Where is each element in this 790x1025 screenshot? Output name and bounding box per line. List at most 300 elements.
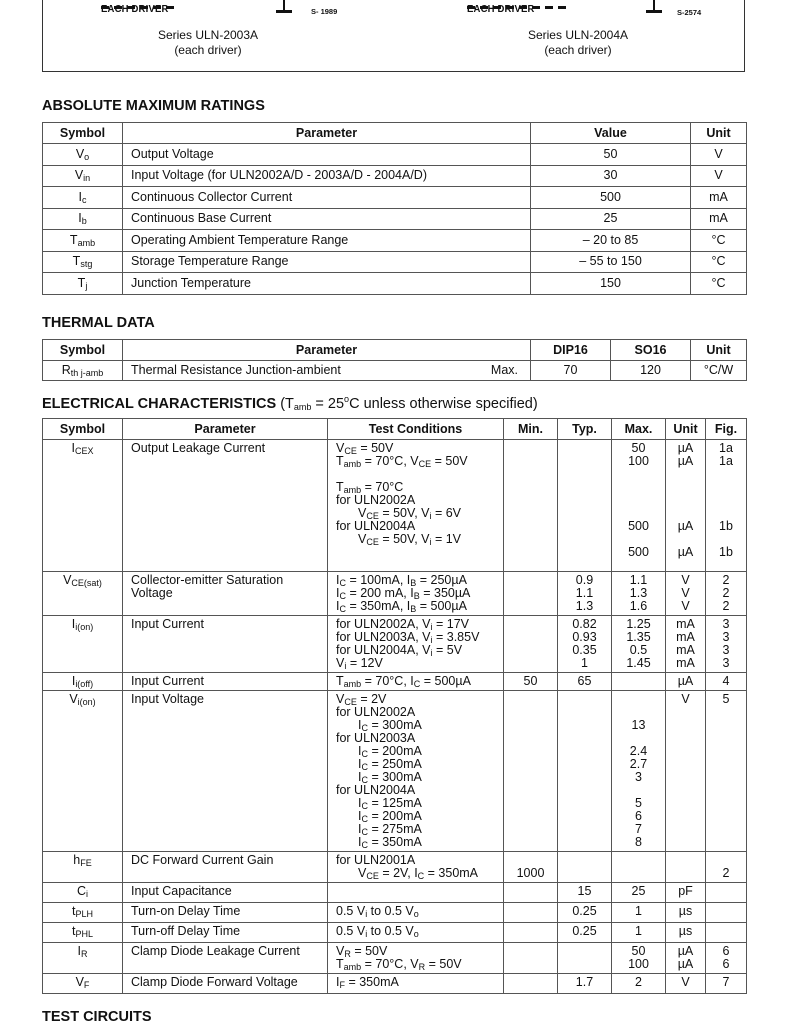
condition xyxy=(336,958,499,971)
s: o xyxy=(413,909,419,919)
s: i xyxy=(430,622,433,632)
s: C xyxy=(417,871,425,881)
v: 0.93 xyxy=(572,630,597,644)
parameter-cell xyxy=(123,572,328,616)
symbol: I xyxy=(71,617,76,631)
v: 6 xyxy=(635,809,642,823)
s: C xyxy=(339,604,346,614)
symbol: I xyxy=(78,189,82,204)
s: amb xyxy=(343,459,362,469)
s: i xyxy=(429,511,432,521)
parameter-cell: Junction Temperature xyxy=(123,273,531,295)
t: V xyxy=(336,656,345,670)
symbol: t xyxy=(72,904,76,918)
symbol-sub: F xyxy=(83,980,90,990)
t: = 2V, I xyxy=(378,866,418,880)
electrical-conditions xyxy=(280,396,537,412)
v: µA xyxy=(677,454,694,468)
parameter-cell xyxy=(123,361,531,381)
v: 1b xyxy=(719,519,733,533)
t: = 5V xyxy=(432,643,463,657)
parameter-cell: Continuous Collector Current xyxy=(123,187,531,209)
each-driver-label-left: EACH DRIVER xyxy=(101,4,169,15)
symbol: V xyxy=(63,573,72,587)
col-header: Unit xyxy=(691,123,747,144)
unit-cell: µs xyxy=(666,903,706,923)
col-header: Max. xyxy=(612,419,666,440)
symbol: T xyxy=(72,254,81,269)
v: 1.45 xyxy=(626,656,651,670)
test-circuits-title: TEST CIRCUITS xyxy=(42,1009,152,1025)
fig-cell: 5 xyxy=(706,691,747,852)
v: µA xyxy=(677,441,694,455)
s: B xyxy=(410,578,417,588)
v: 2.7 xyxy=(629,757,648,771)
typ-cell xyxy=(558,440,612,572)
parameter-cell: Clamp Diode Forward Voltage xyxy=(123,974,328,994)
v: 100 xyxy=(628,957,649,971)
conditions-cell xyxy=(328,943,504,974)
symbol: I xyxy=(77,944,81,958)
v: 2 xyxy=(722,866,730,880)
v: 13 xyxy=(631,718,646,732)
symbol: C xyxy=(76,884,87,898)
symbol-cell xyxy=(43,943,123,974)
condition: $I_C = 200mA$ xyxy=(358,809,422,824)
v: 5 xyxy=(635,796,642,810)
abs-max-table xyxy=(42,122,747,295)
parameter-cell: Operating Ambient Temperature Range xyxy=(123,230,531,252)
table-row xyxy=(43,361,747,381)
symbol-cell xyxy=(43,230,123,252)
s: CE xyxy=(366,537,379,547)
p: Collector-emitter Saturation xyxy=(131,573,284,587)
spacer xyxy=(616,468,661,481)
max-cell xyxy=(612,691,666,852)
v: 8 xyxy=(635,835,642,849)
v: 1.1 xyxy=(575,586,594,600)
table-row xyxy=(43,903,747,923)
caption-right-title: Series ULN-2004A xyxy=(527,28,629,42)
col-header: Typ. xyxy=(558,419,612,440)
condition xyxy=(336,600,499,613)
symbol-sub: in xyxy=(83,173,91,184)
condition: $I_C = 125mA$ xyxy=(358,796,422,811)
v: 0.35 xyxy=(572,643,597,657)
table-header-row xyxy=(43,340,747,361)
t: = 125mA xyxy=(367,796,422,810)
parameter-cell: Clamp Diode Leakage Current xyxy=(123,943,328,974)
t: = 300mA xyxy=(367,770,422,784)
t: = 100mA, I xyxy=(345,573,411,587)
symbol-sub: b xyxy=(81,216,87,227)
fig-cell xyxy=(706,852,747,883)
v: 3 xyxy=(722,643,730,657)
thermal-table xyxy=(42,339,747,381)
t: = 70°C, V xyxy=(361,454,419,468)
col-header: Unit xyxy=(691,340,747,361)
table-row xyxy=(43,974,747,994)
unit-cell: °C xyxy=(691,251,747,273)
unit-cell: °C xyxy=(691,230,747,252)
symbol-sub: PLH xyxy=(75,909,93,919)
unit-cell: µs xyxy=(666,923,706,943)
v: V xyxy=(681,586,690,600)
s: B xyxy=(410,604,417,614)
s: o xyxy=(413,929,419,939)
t: = 500µA xyxy=(416,599,467,613)
conditions-cell xyxy=(328,903,504,923)
parameter-cell: Turn-off Delay Time xyxy=(123,923,328,943)
t: = 350mA, I xyxy=(345,599,411,613)
t: to 0.5 V xyxy=(367,904,414,918)
cond-part: = 25 xyxy=(311,395,345,412)
schematic-fragment-right xyxy=(467,0,571,2)
fig-cell xyxy=(706,903,747,923)
symbol-cell xyxy=(43,923,123,943)
symbol-cell xyxy=(43,903,123,923)
table-row xyxy=(43,883,747,903)
parameter-cell: Input Capacitance xyxy=(123,883,328,903)
fig-cell: 4 xyxy=(706,673,747,691)
symbol-cell xyxy=(43,144,123,166)
spacer xyxy=(616,494,661,507)
table-row xyxy=(43,572,747,616)
parameter-cell: Input Voltage xyxy=(123,691,328,852)
p: Voltage xyxy=(131,586,173,600)
fig-cell xyxy=(706,572,747,616)
electrical-table xyxy=(42,418,747,994)
v: 1b xyxy=(719,545,733,559)
symbol-cell xyxy=(43,974,123,994)
v: 0.82 xyxy=(572,617,597,631)
parameter-text: Thermal Resistance Junction-ambient xyxy=(131,363,341,377)
t: = 50V xyxy=(350,944,388,958)
cond-sub: amb xyxy=(293,401,312,412)
typ-cell: 0.25 xyxy=(558,903,612,923)
v: mA xyxy=(676,630,695,644)
symbol-cell xyxy=(43,273,123,295)
value-cell: 50 xyxy=(531,144,691,166)
caption-left xyxy=(123,28,293,58)
parameter-cell: Input Voltage (for ULN2002A/D - 2003A/D - 2004A/D) xyxy=(123,165,531,187)
symbol: V xyxy=(74,168,84,183)
electrical-title-text: ELECTRICAL CHARACTERISTICS xyxy=(42,395,277,412)
table-row xyxy=(43,165,747,187)
col-header: Symbol xyxy=(43,340,123,361)
unit-cell xyxy=(666,440,706,572)
min-cell xyxy=(504,852,558,883)
t: I xyxy=(336,599,340,613)
t: = 200mA xyxy=(367,809,422,823)
electrical-title xyxy=(42,394,538,412)
condition: $I_C = 300mA$ xyxy=(358,718,422,733)
v: 2 xyxy=(722,573,730,587)
unit-cell: V xyxy=(691,165,747,187)
col-header: Min. xyxy=(504,419,558,440)
max-cell: 1 xyxy=(612,923,666,943)
condition: $I_C = 300mA$ xyxy=(358,770,422,785)
s: B xyxy=(413,591,420,601)
ground-symbol-left xyxy=(283,0,285,10)
condition xyxy=(336,533,499,546)
parameter-cell: Continuous Base Current xyxy=(123,208,531,230)
table-row xyxy=(43,440,747,572)
symbol-sub: th j-amb xyxy=(70,368,104,378)
t: V xyxy=(336,944,345,958)
parameter-cell: Output Voltage xyxy=(123,144,531,166)
min-cell xyxy=(504,883,558,903)
col-header: Parameter xyxy=(123,123,531,144)
v: 1a xyxy=(719,441,733,455)
conditions-cell xyxy=(328,616,504,673)
condition xyxy=(336,455,499,468)
spacer xyxy=(710,468,742,481)
s: i xyxy=(365,929,368,939)
t: = 50V xyxy=(356,441,394,455)
v: µA xyxy=(677,957,694,971)
symbol-sub: i(off) xyxy=(75,679,94,689)
min-cell xyxy=(504,572,558,616)
table-row xyxy=(43,251,747,273)
symbol: V xyxy=(69,692,78,706)
symbol-sub: R xyxy=(80,949,88,959)
t: for ULN2002A, V xyxy=(336,617,431,631)
unit-cell xyxy=(666,616,706,673)
symbol: R xyxy=(61,363,71,377)
v: 1.6 xyxy=(629,599,648,613)
unit-cell: V xyxy=(666,691,706,852)
symbol-cell xyxy=(43,165,123,187)
table-row xyxy=(43,923,747,943)
v: 1.35 xyxy=(626,630,651,644)
s: i xyxy=(429,537,432,547)
v: 3 xyxy=(722,617,730,631)
t: = 250mA xyxy=(367,757,422,771)
symbol-sub: j xyxy=(85,280,88,291)
value-cell: 25 xyxy=(531,208,691,230)
v: 1.3 xyxy=(575,599,594,613)
table-row xyxy=(43,208,747,230)
schematic-figure xyxy=(42,0,745,72)
so16-cell: 120 xyxy=(611,361,691,381)
col-header: Unit xyxy=(666,419,706,440)
symbol-sub: stg xyxy=(80,259,93,270)
t: V xyxy=(336,441,345,455)
s: C xyxy=(413,679,421,689)
s: R xyxy=(344,949,351,959)
col-header: Symbol xyxy=(43,123,123,144)
symbol: V xyxy=(75,146,85,161)
v: 2.4 xyxy=(629,744,648,758)
spacer xyxy=(670,481,701,494)
symbol: T xyxy=(77,275,86,290)
t: = 500µA xyxy=(420,674,471,688)
condition-group: for ULN2004A xyxy=(336,783,416,797)
t: T xyxy=(336,480,344,494)
table-row xyxy=(43,673,747,691)
s: CE xyxy=(366,511,379,521)
max-cell xyxy=(612,440,666,572)
schematic-ref-left: S- 1989 xyxy=(311,7,338,16)
spacer xyxy=(670,468,701,481)
t: T xyxy=(336,674,344,688)
t: = 200 mA, I xyxy=(345,586,414,600)
symbol-cell xyxy=(43,187,123,209)
t: = 50V, V xyxy=(378,506,430,520)
s: CE xyxy=(366,871,379,881)
caption-right xyxy=(493,28,663,58)
v: µA xyxy=(677,944,694,958)
symbol: V xyxy=(75,975,84,989)
v: 50 xyxy=(631,944,646,958)
col-header: Parameter xyxy=(123,419,328,440)
col-header: DIP16 xyxy=(531,340,611,361)
s: amb xyxy=(343,485,362,495)
col-header: Parameter xyxy=(123,340,531,361)
condition-group: for ULN2002A xyxy=(336,705,416,719)
t: = 50V xyxy=(425,957,462,971)
v: 1a xyxy=(719,454,733,468)
table-header-row xyxy=(43,123,747,144)
spacer xyxy=(710,494,742,507)
t: T xyxy=(336,957,344,971)
conditions-cell xyxy=(328,974,504,994)
conditions-cell xyxy=(328,883,504,903)
ground-bar-right xyxy=(646,10,662,13)
table-row xyxy=(43,943,747,974)
t: = 2V xyxy=(356,692,387,706)
thermal-title: THERMAL DATA xyxy=(42,315,155,331)
conditions-cell xyxy=(328,923,504,943)
min-cell xyxy=(504,903,558,923)
typ-cell: 1.7 xyxy=(558,974,612,994)
condition: for ULN2004A xyxy=(336,519,416,533)
v: 100 xyxy=(628,454,649,468)
symbol-sub: amb xyxy=(77,237,96,248)
v: mA xyxy=(676,656,695,670)
cond-sup: o xyxy=(344,394,350,404)
unit-cell: mA xyxy=(691,187,747,209)
col-header: SO16 xyxy=(611,340,691,361)
fig-cell xyxy=(706,440,747,572)
s: CE xyxy=(344,446,357,456)
min-cell xyxy=(504,974,558,994)
v: 6 xyxy=(722,957,730,971)
typ-cell xyxy=(558,572,612,616)
caption-right-subtitle: (each driver) xyxy=(544,43,612,57)
v: 3 xyxy=(635,770,642,784)
table-row xyxy=(43,144,747,166)
spacer xyxy=(616,693,661,706)
s: i xyxy=(430,648,433,658)
v: 1000 xyxy=(516,866,545,880)
typ-cell: 15 xyxy=(558,883,612,903)
v: 2 xyxy=(722,599,730,613)
t: = 350mA xyxy=(344,975,399,989)
symbol-cell xyxy=(43,883,123,903)
typ-cell xyxy=(558,852,612,883)
symbol: I xyxy=(78,211,82,226)
v: 1.25 xyxy=(626,617,651,631)
typ-cell xyxy=(558,943,612,974)
t: for ULN2004A, V xyxy=(336,643,431,657)
t: = 70°C, I xyxy=(361,674,414,688)
v: 500 xyxy=(628,545,649,559)
min-cell xyxy=(504,923,558,943)
unit-cell xyxy=(666,852,706,883)
t: I xyxy=(336,573,340,587)
symbol-cell xyxy=(43,251,123,273)
parameter-cell: Output Leakage Current xyxy=(123,440,328,572)
max-cell xyxy=(612,616,666,673)
fig-cell xyxy=(706,883,747,903)
v: 1.1 xyxy=(629,573,648,587)
parameter-cell: Input Current xyxy=(123,616,328,673)
t: V xyxy=(358,532,367,546)
condition xyxy=(336,657,499,670)
symbol: T xyxy=(69,232,78,247)
max-cell xyxy=(612,943,666,974)
v: 3 xyxy=(722,630,730,644)
parameter-cell: Input Current xyxy=(123,673,328,691)
t: = 3.85V xyxy=(432,630,480,644)
qualifier: Max. xyxy=(490,363,518,377)
symbol-cell xyxy=(43,572,123,616)
symbol-sub: CE(sat) xyxy=(71,578,102,588)
s: CE xyxy=(418,459,432,469)
unit-cell: µA xyxy=(666,673,706,691)
v: mA xyxy=(676,643,695,657)
v: 0.5 xyxy=(629,643,648,657)
col-header: Value xyxy=(531,123,691,144)
symbol-cell xyxy=(43,440,123,572)
v: V xyxy=(681,599,690,613)
s: i xyxy=(430,635,433,645)
s: amb xyxy=(343,679,362,689)
condition: $I_C = 200mA$ xyxy=(358,744,422,759)
caption-left-title: Series ULN-2003A xyxy=(157,28,259,42)
t: = 275mA xyxy=(367,822,422,836)
spacer xyxy=(710,481,742,494)
symbol-cell xyxy=(43,208,123,230)
max-cell: 1 xyxy=(612,903,666,923)
parameter-cell: DC Forward Current Gain xyxy=(123,852,328,883)
t: V xyxy=(358,506,367,520)
s: C xyxy=(339,591,346,601)
t: = 350mA xyxy=(424,866,479,880)
table-row xyxy=(43,187,747,209)
v: µA xyxy=(677,519,694,533)
unit-cell: V xyxy=(666,974,706,994)
fig-cell xyxy=(706,923,747,943)
symbol-sub: i(on) xyxy=(77,697,96,707)
fig-cell xyxy=(706,943,747,974)
max-cell xyxy=(612,673,666,691)
col-header: Test Conditions xyxy=(328,419,504,440)
ground-bar-left xyxy=(276,10,292,13)
symbol: I xyxy=(71,441,75,455)
min-cell xyxy=(504,691,558,852)
v: 6 xyxy=(722,944,730,958)
condition xyxy=(336,867,499,880)
symbol-cell xyxy=(43,691,123,852)
v: V xyxy=(681,573,690,587)
parameter-cell: Storage Temperature Range xyxy=(123,251,531,273)
spacer xyxy=(670,494,701,507)
t: = 350mA xyxy=(367,835,422,849)
caption-left-subtitle: (each driver) xyxy=(174,43,242,57)
